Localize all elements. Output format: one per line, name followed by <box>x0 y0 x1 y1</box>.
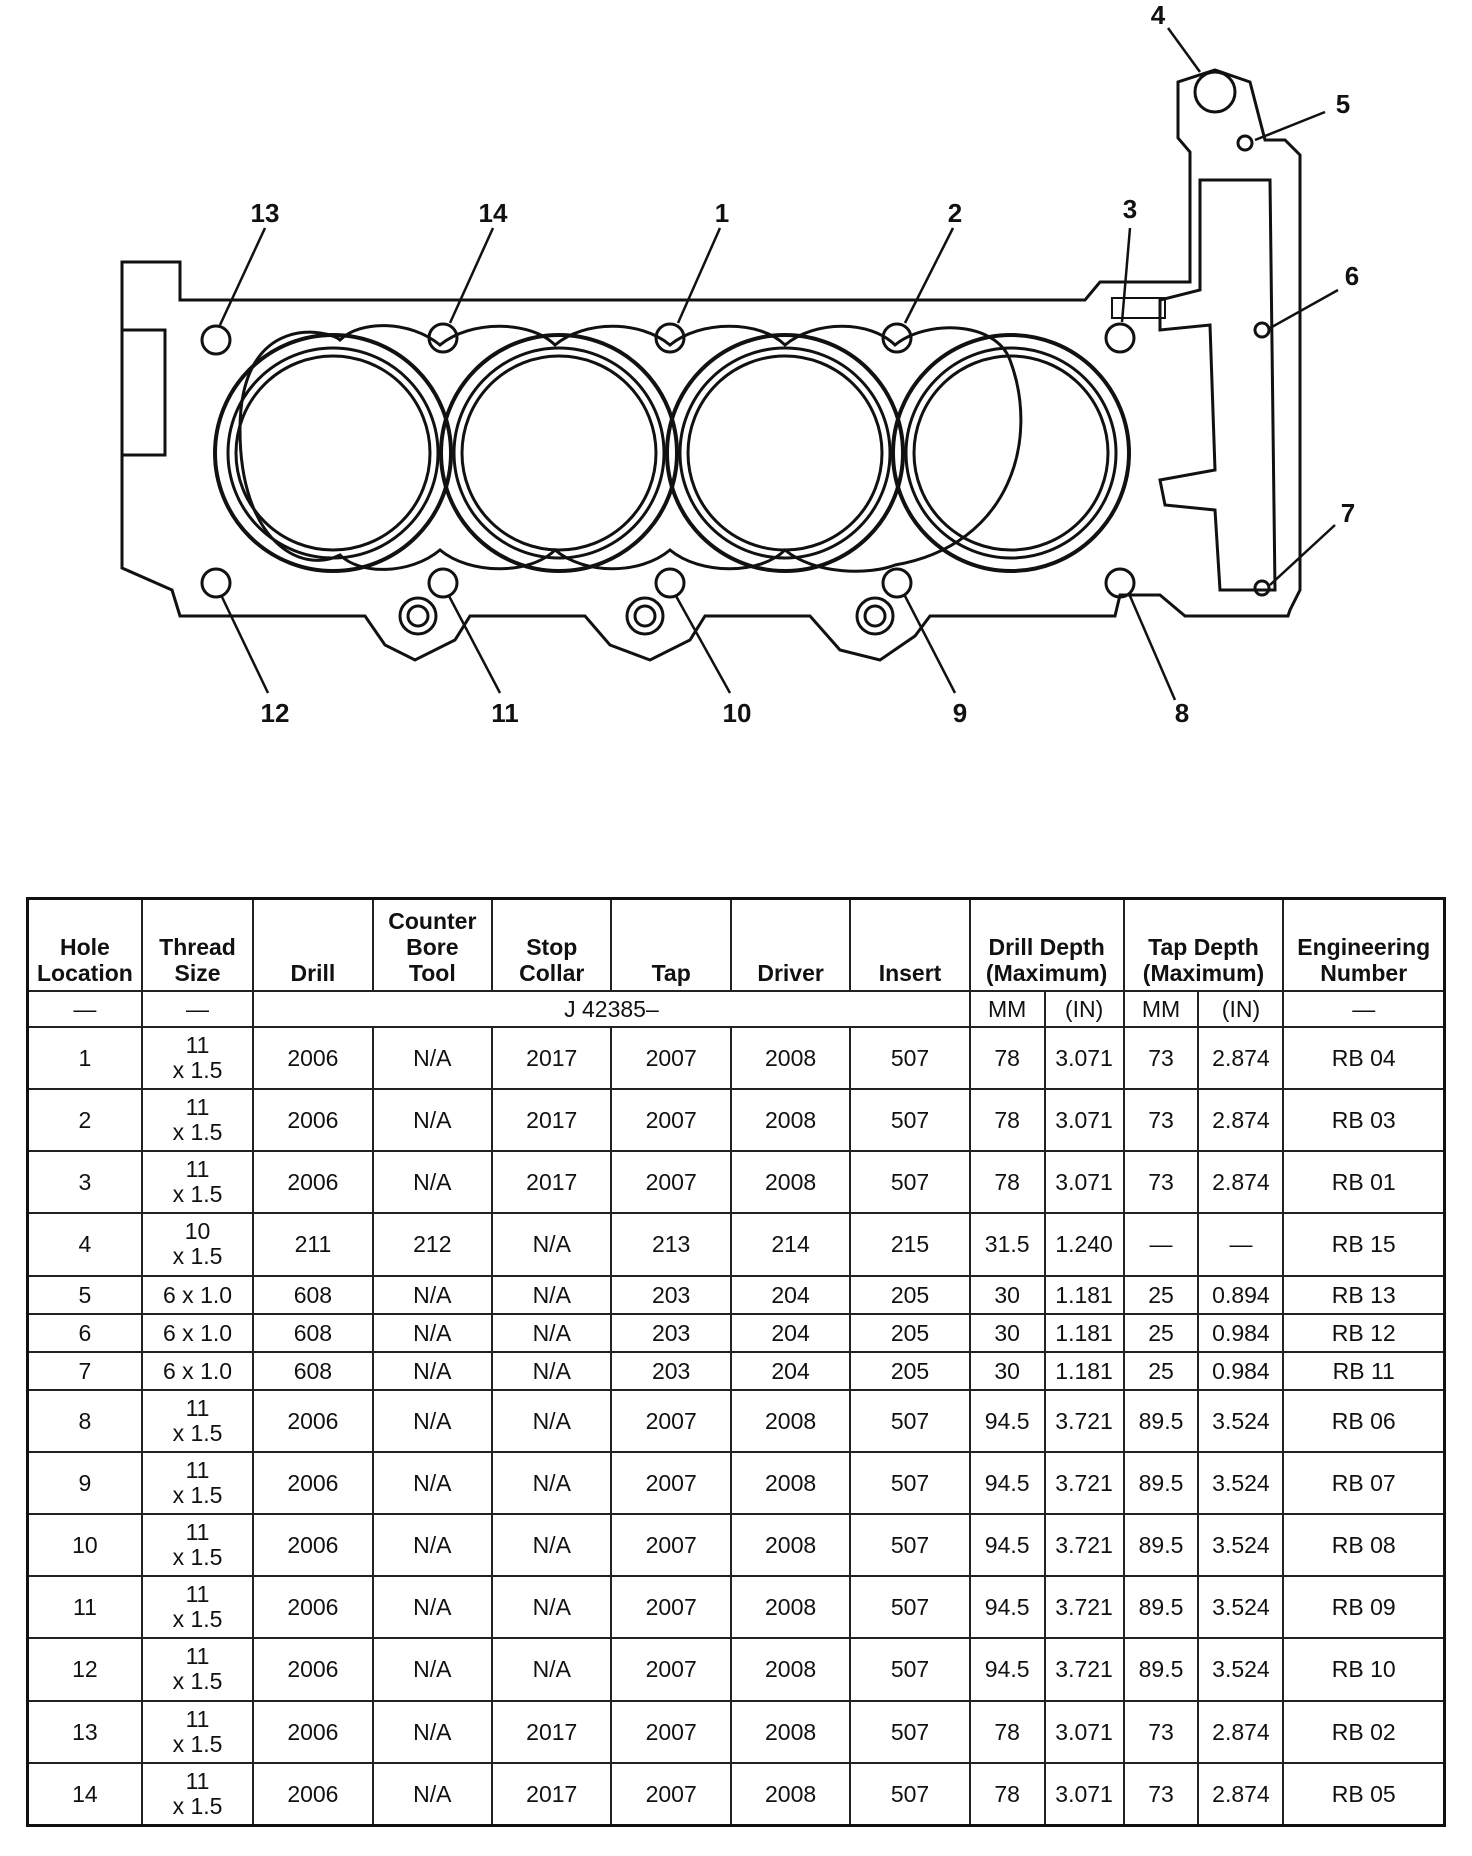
cell-engineering-number: RB 08 <box>1283 1514 1444 1576</box>
cell-driver: 2008 <box>731 1151 850 1213</box>
cell-hole-location: 11 <box>28 1576 142 1638</box>
table-row <box>28 1213 1445 1275</box>
cell-drill-depth-mm: 78 <box>970 1763 1045 1826</box>
table-row <box>28 1576 1445 1638</box>
cell-hole-location: 1 <box>28 1027 142 1089</box>
cell-drill: 2006 <box>253 1576 372 1638</box>
thread-size-part: x 1.5 <box>172 1482 223 1509</box>
cell-hole-location: 7 <box>28 1352 142 1390</box>
cell-driver: 204 <box>731 1352 850 1390</box>
cell-tap-depth-in: 3.524 <box>1198 1390 1283 1452</box>
thread-size-part: x 1.5 <box>172 1119 223 1146</box>
subheader-row <box>28 991 1445 1027</box>
table-row <box>28 1027 1445 1089</box>
cell-drill-depth-in: 3.721 <box>1045 1576 1124 1638</box>
cell-stop-collar: N/A <box>492 1213 611 1275</box>
cell-drill-depth-mm: 30 <box>970 1352 1045 1390</box>
thread-size-part: x 1.5 <box>172 1730 223 1757</box>
header-row <box>28 899 1445 992</box>
cell-counter-bore-tool: N/A <box>373 1514 492 1576</box>
cell-tap: 203 <box>611 1314 730 1352</box>
thread-size-part: x 1.5 <box>172 1419 223 1446</box>
cell-engineering-number: RB 03 <box>1283 1089 1444 1151</box>
thread-size-part: 11 <box>185 1581 210 1608</box>
col-thread-size: Thread Size <box>142 899 253 992</box>
cell-thread-size <box>142 1213 253 1275</box>
thread-size-part: 11 <box>185 1156 210 1183</box>
cell-tap-depth-mm: 25 <box>1124 1314 1199 1352</box>
cell-engineering-number: RB 04 <box>1283 1027 1444 1089</box>
cell-stop-collar: N/A <box>492 1352 611 1390</box>
cell-thread-size <box>142 1314 253 1352</box>
cylinder-2 <box>441 335 677 571</box>
cell-drill-depth-mm: 94.5 <box>970 1576 1045 1638</box>
cell-drill-depth-in: 3.071 <box>1045 1701 1124 1763</box>
bolt-hole-5 <box>1238 136 1252 150</box>
cell-thread-size <box>142 1576 253 1638</box>
cell-tap-depth-mm: — <box>1124 1213 1199 1275</box>
cell-tap: 2007 <box>611 1576 730 1638</box>
cell-thread-size <box>142 1638 253 1700</box>
table-row <box>28 1638 1445 1700</box>
gasket-side-passage <box>1160 180 1275 590</box>
col-stop-collar: Stop Collar <box>492 899 611 992</box>
thread-size-part: x 1.5 <box>172 1544 223 1571</box>
callout-5: 5 <box>1335 89 1351 119</box>
cell-tap: 2007 <box>611 1514 730 1576</box>
thread-size-part: 6 x 1.0 <box>163 1319 233 1346</box>
sub-thread-size: — <box>142 991 253 1027</box>
cell-drill-depth-in: 3.721 <box>1045 1390 1124 1452</box>
cell-counter-bore-tool: N/A <box>373 1314 492 1352</box>
cell-thread-size <box>142 1352 253 1390</box>
cell-drill-depth-in: 3.071 <box>1045 1089 1124 1151</box>
cell-counter-bore-tool: N/A <box>373 1452 492 1514</box>
cell-thread-size <box>142 1514 253 1576</box>
cell-tap-depth-mm: 73 <box>1124 1763 1199 1826</box>
thread-size-part: x 1.5 <box>172 1057 223 1084</box>
cell-drill-depth-in: 3.721 <box>1045 1638 1124 1700</box>
cell-tap: 2007 <box>611 1452 730 1514</box>
cell-insert: 507 <box>850 1151 969 1213</box>
cell-tap: 2007 <box>611 1701 730 1763</box>
cell-stop-collar: N/A <box>492 1638 611 1700</box>
callout-7: 7 <box>1340 498 1356 528</box>
cell-drill: 211 <box>253 1213 372 1275</box>
cell-drill-depth-in: 3.071 <box>1045 1151 1124 1213</box>
cell-stop-collar: 2017 <box>492 1027 611 1089</box>
cell-tap-depth-in: 2.874 <box>1198 1701 1283 1763</box>
callout-10: 10 <box>722 698 752 728</box>
callout-2: 2 <box>947 198 963 228</box>
bolt-hole-13 <box>202 326 230 354</box>
bolt-hole-3 <box>1106 324 1134 352</box>
cell-hole-location: 3 <box>28 1151 142 1213</box>
table-row <box>28 1701 1445 1763</box>
cell-drill-depth-in: 3.721 <box>1045 1514 1124 1576</box>
cylinder-3 <box>667 335 903 571</box>
cell-tap-depth-in: 3.524 <box>1198 1638 1283 1700</box>
cell-driver: 2008 <box>731 1638 850 1700</box>
cell-hole-location: 12 <box>28 1638 142 1700</box>
sub-tool-prefix: J 42385– <box>253 991 970 1027</box>
cell-tap: 2007 <box>611 1638 730 1700</box>
cell-tap: 2007 <box>611 1763 730 1826</box>
cell-driver: 2008 <box>731 1514 850 1576</box>
cell-drill-depth-in: 3.721 <box>1045 1452 1124 1514</box>
cell-driver: 2008 <box>731 1390 850 1452</box>
cell-tap-depth-mm: 25 <box>1124 1276 1199 1314</box>
thread-size-part: x 1.5 <box>172 1668 223 1695</box>
thread-size-part: 11 <box>185 1457 210 1484</box>
cell-drill-depth-mm: 94.5 <box>970 1390 1045 1452</box>
col-counter-bore-tool: Counter Bore Tool <box>373 899 492 992</box>
cell-counter-bore-tool: N/A <box>373 1151 492 1213</box>
cell-drill: 2006 <box>253 1452 372 1514</box>
cell-engineering-number: RB 05 <box>1283 1763 1444 1826</box>
cell-drill: 2006 <box>253 1027 372 1089</box>
cell-drill-depth-mm: 30 <box>970 1276 1045 1314</box>
table-row <box>28 1390 1445 1452</box>
table-row <box>28 1452 1445 1514</box>
sub-hole-location: — <box>28 991 142 1027</box>
thread-size-part: 11 <box>185 1032 210 1059</box>
cell-hole-location: 4 <box>28 1213 142 1275</box>
cell-tap-depth-in: 0.894 <box>1198 1276 1283 1314</box>
table-row <box>28 1089 1445 1151</box>
thread-size-part: x 1.5 <box>172 1181 223 1208</box>
cell-tap: 203 <box>611 1352 730 1390</box>
cell-insert: 205 <box>850 1314 969 1352</box>
cell-insert: 507 <box>850 1452 969 1514</box>
table-row <box>28 1763 1445 1826</box>
table-row <box>28 1151 1445 1213</box>
cell-drill-depth-in: 1.181 <box>1045 1314 1124 1352</box>
thread-size-part: 11 <box>185 1643 210 1670</box>
col-tap-depth: Tap Depth (Maximum) <box>1124 899 1284 992</box>
cell-stop-collar: N/A <box>492 1452 611 1514</box>
cell-drill-depth-mm: 30 <box>970 1314 1045 1352</box>
thread-size-part: 11 <box>185 1394 210 1421</box>
cell-tap: 2007 <box>611 1027 730 1089</box>
cell-counter-bore-tool: 212 <box>373 1213 492 1275</box>
cell-drill-depth-mm: 94.5 <box>970 1452 1045 1514</box>
cell-tap-depth-in: 2.874 <box>1198 1027 1283 1089</box>
cell-tap-depth-in: 3.524 <box>1198 1452 1283 1514</box>
cell-driver: 2008 <box>731 1027 850 1089</box>
cell-insert: 507 <box>850 1514 969 1576</box>
cell-stop-collar: N/A <box>492 1576 611 1638</box>
cell-hole-location: 2 <box>28 1089 142 1151</box>
cell-stop-collar: 2017 <box>492 1701 611 1763</box>
callout-13: 13 <box>250 198 280 228</box>
sub-drill-in: (IN) <box>1045 991 1124 1027</box>
cell-tap-depth-in: 2.874 <box>1198 1151 1283 1213</box>
cell-hole-location: 8 <box>28 1390 142 1452</box>
cell-tap-depth-mm: 89.5 <box>1124 1452 1199 1514</box>
cell-drill: 2006 <box>253 1514 372 1576</box>
cell-insert: 507 <box>850 1701 969 1763</box>
cell-insert: 507 <box>850 1576 969 1638</box>
thread-size-part: 6 x 1.0 <box>163 1281 233 1308</box>
cell-engineering-number: RB 06 <box>1283 1390 1444 1452</box>
cell-tap-depth-mm: 25 <box>1124 1352 1199 1390</box>
cell-driver: 2008 <box>731 1576 850 1638</box>
cell-hole-location: 10 <box>28 1514 142 1576</box>
cell-counter-bore-tool: N/A <box>373 1763 492 1826</box>
gasket-left-tab <box>122 330 165 455</box>
cell-thread-size <box>142 1701 253 1763</box>
cell-engineering-number: RB 01 <box>1283 1151 1444 1213</box>
callout-12: 12 <box>260 698 290 728</box>
cell-drill-depth-in: 1.240 <box>1045 1213 1124 1275</box>
cell-drill: 2006 <box>253 1089 372 1151</box>
gasket-side-slot <box>1112 298 1165 318</box>
sub-engineering-number: — <box>1283 991 1444 1027</box>
sub-tap-in: (IN) <box>1198 991 1283 1027</box>
cell-drill-depth-mm: 31.5 <box>970 1213 1045 1275</box>
cell-stop-collar: 2017 <box>492 1089 611 1151</box>
cell-drill: 2006 <box>253 1151 372 1213</box>
cell-driver: 2008 <box>731 1452 850 1514</box>
cell-counter-bore-tool: N/A <box>373 1576 492 1638</box>
cell-tap-depth-in: 2.874 <box>1198 1089 1283 1151</box>
cell-tap: 2007 <box>611 1390 730 1452</box>
thread-size-part: 11 <box>185 1094 210 1121</box>
callout-9: 9 <box>952 698 968 728</box>
callout-8: 8 <box>1174 698 1190 728</box>
cell-drill-depth-in: 3.071 <box>1045 1763 1124 1826</box>
cell-driver: 204 <box>731 1276 850 1314</box>
callout-3: 3 <box>1122 194 1138 224</box>
table-row <box>28 1276 1445 1314</box>
cell-tap-depth-in: 2.874 <box>1198 1763 1283 1826</box>
cell-tap-depth-mm: 73 <box>1124 1151 1199 1213</box>
gasket-outline <box>122 70 1300 660</box>
thread-size-part: x 1.5 <box>172 1243 223 1270</box>
cell-insert: 507 <box>850 1763 969 1826</box>
cell-tap: 2007 <box>611 1089 730 1151</box>
bolt-hole-7 <box>1255 581 1269 595</box>
cylinder-1 <box>215 335 451 571</box>
bolt-hole-4 <box>1195 72 1235 112</box>
col-drill: Drill <box>253 899 372 992</box>
cell-tap-depth-mm: 89.5 <box>1124 1390 1199 1452</box>
cell-drill-depth-mm: 78 <box>970 1089 1045 1151</box>
cell-drill-depth-mm: 94.5 <box>970 1638 1045 1700</box>
cell-hole-location: 9 <box>28 1452 142 1514</box>
callout-6: 6 <box>1344 261 1360 291</box>
cell-counter-bore-tool: N/A <box>373 1276 492 1314</box>
cell-tap-depth-in: 0.984 <box>1198 1314 1283 1352</box>
cell-insert: 507 <box>850 1089 969 1151</box>
cell-driver: 2008 <box>731 1089 850 1151</box>
cell-counter-bore-tool: N/A <box>373 1390 492 1452</box>
cell-drill: 608 <box>253 1352 372 1390</box>
cell-stop-collar: N/A <box>492 1514 611 1576</box>
cell-drill-depth-in: 1.181 <box>1045 1276 1124 1314</box>
cell-drill-depth-mm: 78 <box>970 1151 1045 1213</box>
cell-stop-collar: 2017 <box>492 1763 611 1826</box>
cell-tap-depth-in: 3.524 <box>1198 1576 1283 1638</box>
thread-size-part: 11 <box>185 1705 210 1732</box>
table-row <box>28 1352 1445 1390</box>
cell-stop-collar: N/A <box>492 1276 611 1314</box>
cell-hole-location: 6 <box>28 1314 142 1352</box>
cell-thread-size <box>142 1089 253 1151</box>
cell-engineering-number: RB 12 <box>1283 1314 1444 1352</box>
cell-insert: 507 <box>850 1638 969 1700</box>
cell-drill: 608 <box>253 1314 372 1352</box>
hole-repair-spec-table <box>26 897 1446 1827</box>
bolt-hole-9 <box>883 569 911 597</box>
cell-drill: 608 <box>253 1276 372 1314</box>
cell-drill-depth-in: 1.181 <box>1045 1352 1124 1390</box>
cell-tap-depth-mm: 89.5 <box>1124 1576 1199 1638</box>
cell-stop-collar: 2017 <box>492 1151 611 1213</box>
bolt-hole-11 <box>429 569 457 597</box>
cell-tap: 203 <box>611 1276 730 1314</box>
callout-14: 14 <box>478 198 508 228</box>
cell-tap-depth-mm: 89.5 <box>1124 1638 1199 1700</box>
col-drill-depth: Drill Depth (Maximum) <box>970 899 1124 992</box>
cell-drill-depth-mm: 78 <box>970 1027 1045 1089</box>
col-tap: Tap <box>611 899 730 992</box>
cell-engineering-number: RB 13 <box>1283 1276 1444 1314</box>
bolt-hole-8 <box>1106 569 1134 597</box>
cell-hole-location: 14 <box>28 1763 142 1826</box>
sub-tap-mm: MM <box>1124 991 1199 1027</box>
cell-counter-bore-tool: N/A <box>373 1027 492 1089</box>
cell-tap-depth-mm: 73 <box>1124 1027 1199 1089</box>
cell-counter-bore-tool: N/A <box>373 1352 492 1390</box>
cell-insert: 205 <box>850 1276 969 1314</box>
cell-thread-size <box>142 1390 253 1452</box>
cell-stop-collar: N/A <box>492 1390 611 1452</box>
callout-1: 1 <box>714 198 730 228</box>
sub-drill-mm: MM <box>970 991 1045 1027</box>
cell-tap-depth-in: — <box>1198 1213 1283 1275</box>
callout-4: 4 <box>1150 0 1166 30</box>
cell-engineering-number: RB 07 <box>1283 1452 1444 1514</box>
cell-drill-depth-in: 3.071 <box>1045 1027 1124 1089</box>
cell-driver: 2008 <box>731 1763 850 1826</box>
cell-counter-bore-tool: N/A <box>373 1701 492 1763</box>
thread-size-part: 11 <box>185 1519 210 1546</box>
callout-11: 11 <box>491 698 519 728</box>
thread-size-part: 6 x 1.0 <box>163 1357 233 1384</box>
cell-thread-size <box>142 1276 253 1314</box>
cell-insert: 205 <box>850 1352 969 1390</box>
cell-thread-size <box>142 1452 253 1514</box>
cell-hole-location: 5 <box>28 1276 142 1314</box>
cell-insert: 507 <box>850 1027 969 1089</box>
cell-engineering-number: RB 11 <box>1283 1352 1444 1390</box>
cell-drill: 2006 <box>253 1390 372 1452</box>
cell-drill: 2006 <box>253 1638 372 1700</box>
cell-thread-size <box>142 1763 253 1826</box>
cell-insert: 507 <box>850 1390 969 1452</box>
cell-tap-depth-mm: 73 <box>1124 1089 1199 1151</box>
thread-size-part: 11 <box>185 1767 210 1794</box>
cell-driver: 204 <box>731 1314 850 1352</box>
bolt-hole-10 <box>656 569 684 597</box>
col-engineering-number: Engineering Number <box>1283 899 1444 992</box>
cell-tap-depth-in: 3.524 <box>1198 1514 1283 1576</box>
bolt-hole-6 <box>1255 323 1269 337</box>
cell-tap-depth-in: 0.984 <box>1198 1352 1283 1390</box>
cell-tap-depth-mm: 73 <box>1124 1701 1199 1763</box>
cell-hole-location: 13 <box>28 1701 142 1763</box>
cell-engineering-number: RB 02 <box>1283 1701 1444 1763</box>
cell-engineering-number: RB 15 <box>1283 1213 1444 1275</box>
col-driver: Driver <box>731 899 850 992</box>
cell-thread-size <box>142 1151 253 1213</box>
cell-driver: 2008 <box>731 1701 850 1763</box>
thread-size-part: 10 <box>184 1218 211 1245</box>
cell-engineering-number: RB 10 <box>1283 1638 1444 1700</box>
bolt-hole-12 <box>202 569 230 597</box>
table-row <box>28 1314 1445 1352</box>
cell-counter-bore-tool: N/A <box>373 1089 492 1151</box>
table-body <box>28 1027 1445 1826</box>
cell-insert: 215 <box>850 1213 969 1275</box>
cell-drill: 2006 <box>253 1701 372 1763</box>
cell-tap: 2007 <box>611 1151 730 1213</box>
cylinder-4 <box>893 335 1129 571</box>
col-insert: Insert <box>850 899 969 992</box>
cell-driver: 214 <box>731 1213 850 1275</box>
thread-size-part: x 1.5 <box>172 1606 223 1633</box>
cell-thread-size <box>142 1027 253 1089</box>
cylinder-head-gasket-diagram <box>0 0 1472 760</box>
cell-drill-depth-mm: 78 <box>970 1701 1045 1763</box>
cell-drill-depth-mm: 94.5 <box>970 1514 1045 1576</box>
cell-tap: 213 <box>611 1213 730 1275</box>
thread-size-part: x 1.5 <box>172 1792 223 1819</box>
cell-counter-bore-tool: N/A <box>373 1638 492 1700</box>
col-hole-location: Hole Location <box>28 899 142 992</box>
cell-engineering-number: RB 09 <box>1283 1576 1444 1638</box>
cell-stop-collar: N/A <box>492 1314 611 1352</box>
cell-tap-depth-mm: 89.5 <box>1124 1514 1199 1576</box>
cell-drill: 2006 <box>253 1763 372 1826</box>
table-row <box>28 1514 1445 1576</box>
